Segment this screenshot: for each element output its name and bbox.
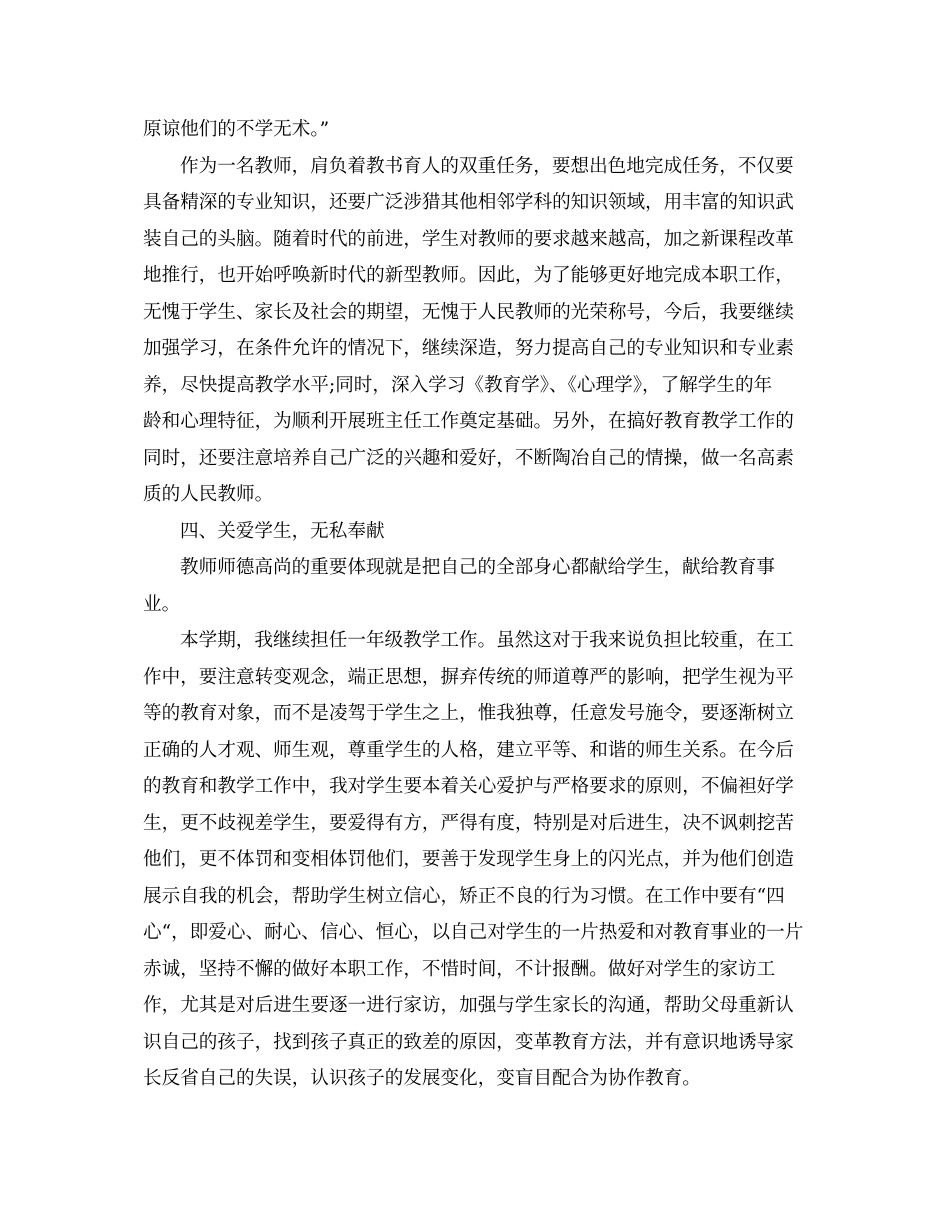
text-line: 装自己的头脑。随着时代的前进，学生对教师的要求越来越高，加之新课程改革	[143, 228, 794, 250]
text-line: 养，尽快提高教学水平;同时，深入学习《教育学》、《心理学》，了解学生的年	[143, 374, 773, 396]
text-line: 的教育和教学工作中，我对学生要本着关心爱护与严格要求的原则，不偏袒好学	[143, 776, 794, 797]
text-line: 长反省自己的失误，认识孩子的发展变化，变盲目配合为协作教育。	[143, 1068, 701, 1089]
text-line: 展示自我的机会，帮助学生树立信心，矫正不良的行为习惯。在工作中要有“四	[143, 885, 785, 907]
text-line: 本学期，我继续担任一年级教学工作。虽然这对于我来说负担比较重，在工	[180, 630, 794, 651]
text-line: 生，更不歧视差学生，要爱得有方，严得有度，特别是对后进生，决不讽刺挖苦	[143, 812, 794, 834]
text-line: 地推行，也开始呼唤新时代的新型教师。因此，为了能够更好地完成本职工作，	[143, 265, 794, 286]
text-line: 识自己的孩子，找到孩子真正的致差的原因，变革教育方法，并有意识地诱导家	[143, 1031, 794, 1053]
text-line: 教师师德高尚的重要体现就是把自己的全部身心都献给学生，献给教育事	[180, 557, 776, 578]
text-line: 四、关爱学生，无私奉献	[180, 520, 385, 542]
text-line: 作为一名教师，肩负着教书育人的双重任务，要想出色地完成任务，不仅要	[180, 155, 794, 177]
text-line: 等的教育对象，而不是凌驾于学生之上，惟我独尊，任意发号施令，要逐渐树立	[143, 703, 794, 724]
text-line: 他们，更不体罚和变相体罚他们，要善于发现学生身上的闪光点，并为他们创造	[143, 849, 794, 870]
document-page	[143, 112, 808, 1098]
text-line: 业。	[143, 593, 181, 615]
text-line: 作中，要注意转变观念，端正思想，摒弃传统的师道尊严的影响，把学生视为平	[143, 666, 794, 688]
text-line: 无愧于学生、家长及社会的期望，无愧于人民教师的光荣称号，今后，我要继续	[143, 301, 794, 323]
text-line: 原谅他们的不学无术。”	[143, 119, 330, 140]
text-line: 同时，还要注意培养自己广泛的兴趣和爱好，不断陶冶自己的情操，做一名高素	[143, 447, 794, 469]
text-line: 具备精深的专业知识，还要广泛涉猎其他相邻学科的知识领域，用丰富的知识武	[143, 192, 794, 213]
text-line: 正确的人才观、师生观，尊重学生的人格，建立平等、和谐的师生关系。在今后	[143, 739, 794, 761]
text-line: 心“，即爱心、耐心、信心、恒心，以自己对学生的一片热爱和对教育事业的一片	[143, 922, 804, 943]
text-line: 加强学习，在条件允许的情况下，继续深造，努力提高自己的专业知识和专业素	[143, 338, 794, 359]
text-line: 作，尤其是对后进生要逐一进行家访，加强与学生家长的沟通，帮助父母重新认	[143, 995, 794, 1016]
text-line: 质的人民教师。	[143, 484, 274, 505]
document-body	[143, 112, 808, 1098]
text-line: 龄和心理特征，为顺利开展班主任工作奠定基础。另外，在搞好教育教学工作的	[143, 411, 794, 432]
text-line: 赤诚，坚持不懈的做好本职工作，不惜时间，不计报酬。做好对学生的家访工	[143, 958, 776, 980]
